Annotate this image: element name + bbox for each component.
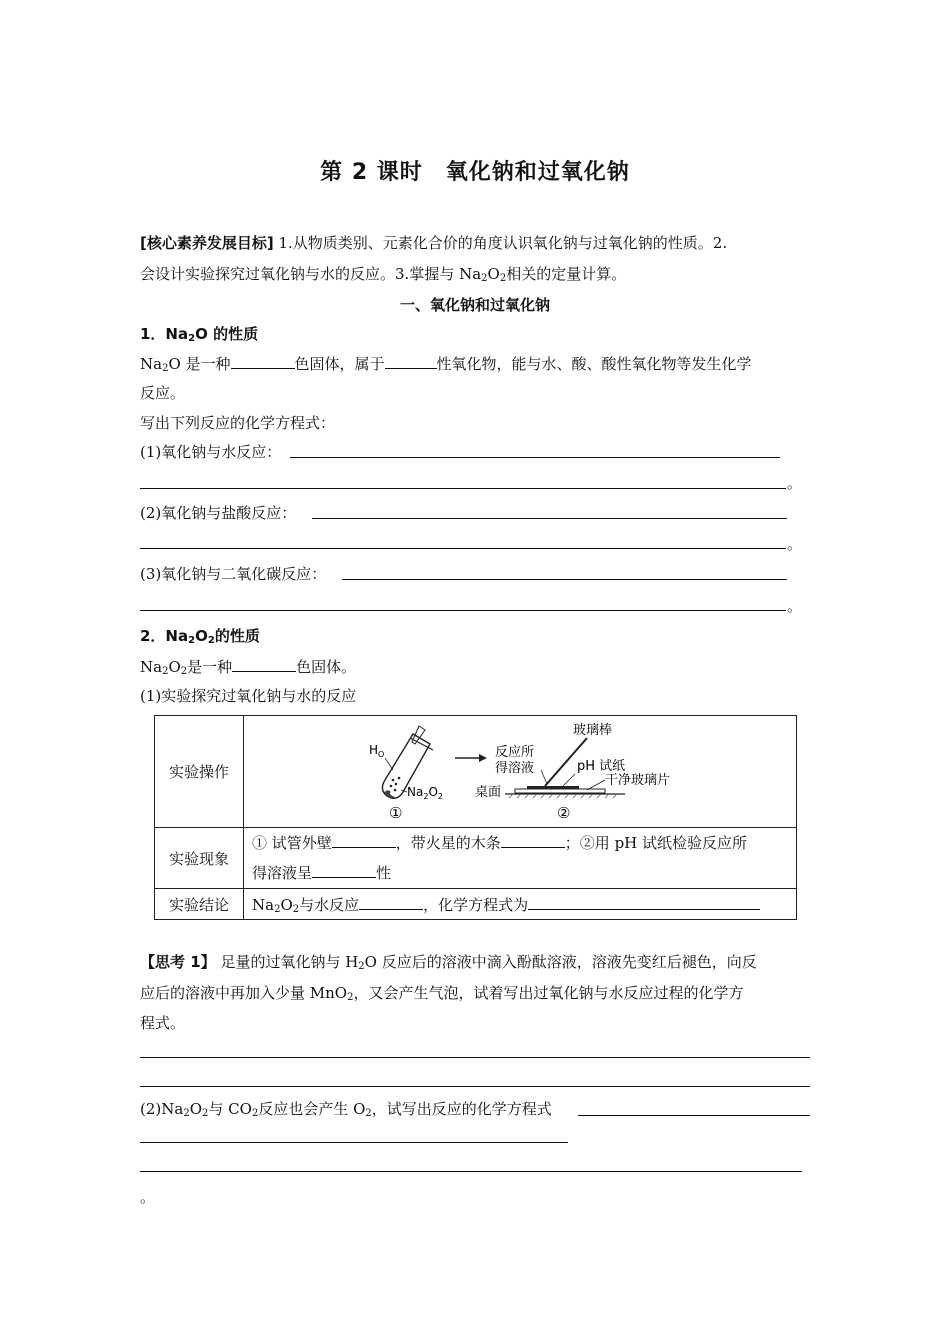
think-q2-a: (2)Na [140,1100,184,1118]
blank-splint[interactable] [501,831,565,848]
think-text-1b: O 反应后的溶液中滴入酚酞溶液，溶液先变红后褪色，向反 [364,953,757,971]
section-heading: 一、氧化钠和过氧化钠 [399,296,550,314]
phenomenon-text-5: 性 [376,864,392,882]
subheading-na2o2-c: 的性质 [214,627,260,645]
na2o2-paragraph: $Na_2O_2$是一种 色固体。 [140,655,356,683]
p3-a: Na [140,658,163,676]
think-q2-c: 与 CO [208,1100,252,1118]
phenomenon-cell [244,828,797,889]
answer-line-1a[interactable] [290,457,780,458]
think-line-3: 程式。 [140,1014,186,1032]
label-clean-glass: 干净玻璃片 [605,772,671,788]
think-answer-line-3c[interactable] [140,1171,802,1172]
experiment-diagram [355,720,685,824]
phenomenon-text-1: ① 试管外壁 [252,834,332,852]
goals-text-2a: 会设计实验探究过氧化钠与水的反应。3.掌握与 Na [140,265,482,283]
think-q2-d: 反应也会产生 O [258,1100,366,1118]
question-1 [140,441,281,463]
equation-instruction: 写出下列反应的化学方程式： [140,414,336,432]
goals-line-2: 会设计实验探究过氧化钠与水的反应。3.掌握与 $Na_2O_2$相关的定量计算。 [140,265,627,284]
question-3 [140,563,326,585]
experiment-table [154,715,797,920]
think-label: 【思考 1】 [140,953,216,971]
end-mark-2: 。 [787,535,803,553]
think-q2-b: O [189,1100,203,1118]
subheading-na2o2-b: O [195,627,208,645]
p1-c: 色固体，属于 [294,355,385,373]
goals-text-2b: O [487,265,500,283]
p3-d: 色固体。 [296,658,357,676]
p1-d: 性氧化物，能与水、酸、酸性氧化物等发生化学 [436,355,752,373]
label-solution-1: 反应所 [495,744,535,760]
conclusion-cell: $Na_2O_2$与水反应 ，化学方程式为 [244,889,797,920]
think-answer-line-3a[interactable] [578,1115,810,1116]
subheading-na2o-b: O 的性质 [195,325,259,343]
p1-end: 反应。 [140,384,186,402]
conclusion-a: Na [252,896,275,914]
think-answer-line-2[interactable] [140,1086,810,1087]
subheading-na2o: 1．$Na_2O$ 的性质 [140,325,259,344]
think-q2-e: ，试写出反应的化学方程式 [371,1100,552,1118]
arrow-right-icon [455,754,487,762]
blank-tube-wall[interactable] [332,831,396,848]
think-text-2b: ，又会产生气泡，试着写出过氧化钠与水反应过程的化学方 [353,984,744,1002]
answer-line-1b[interactable] [140,488,786,489]
subheading-na2o-a: 1．Na [140,325,189,343]
row-label-phenomenon: 实验现象 [155,828,244,889]
row-label-conclusion: 实验结论 [155,889,244,920]
row-label-operation: 实验操作 [155,716,244,828]
label-step-2: ② [557,803,571,822]
end-mark-1: 。 [787,474,803,492]
goals-text-2c: 相关的定量计算。 [506,265,627,283]
blank-reaction-type[interactable] [359,893,423,910]
subheading-na2o2: 2．$Na_2O_2$的性质 [140,627,260,646]
p3-c: 是一种 [187,658,233,676]
answer-line-2b[interactable] [140,548,786,549]
label-desk: 桌面 [475,784,502,800]
conclusion-b: O [280,896,293,914]
phenomenon-text-3: ；②用 pH 试纸检验反应所 [564,834,748,852]
answer-line-3a[interactable] [342,579,787,580]
label-step-1: ① [389,803,403,822]
question-3-label: (3)氧化钠与二氧化碳反应： [140,565,327,583]
blank-oxide-type[interactable] [385,352,437,369]
label-h2o: $H_O$ [369,742,385,759]
think-question-2: $(2)Na_2O_2$与 $CO_2$反应也会产生 $O_2$，试写出反应的化学方程式 [140,1100,552,1119]
think-answer-line-1[interactable] [140,1057,810,1058]
p1-b: O 是一种 [168,355,231,373]
blank-equation[interactable] [528,893,760,910]
blank-solution-property[interactable] [312,861,376,878]
end-mark-3: 。 [787,597,803,615]
answer-line-3b[interactable] [140,610,786,611]
page-title: 第 2 课时 氧化钠和过氧化钠 [320,160,630,185]
answer-line-2a[interactable] [312,518,787,519]
phenomenon-text-4: 得溶液呈 [252,864,313,882]
experiment-heading: (1)实验探究过氧化钠与水的反应 [140,687,357,705]
conclusion-d: ，化学方程式为 [423,896,529,914]
p1-a: Na [140,355,163,373]
think-text-1a: 足量的过氧化钠与 H [215,953,359,971]
label-na2o2: $Na_2O_2$ [407,784,443,801]
experiment-diagram-cell [244,716,797,828]
question-2 [140,502,296,524]
subheading-na2o2-a: 2．Na [140,627,189,645]
phenomenon-text-2: ，带火星的木条 [395,834,501,852]
think-end-mark: 。 [140,1188,156,1206]
goals-line-1 [140,232,727,254]
question-1-label: (1)氧化钠与水反应： [140,443,282,461]
p3-b: O [168,658,181,676]
goals-text-1: 1.从物质类别、元素化合价的角度认识氧化钠与过氧化钠的性质。2. [273,234,728,252]
glass-plate [515,789,605,793]
label-solution-2: 得溶液 [495,760,535,776]
goals-label: [核心素养发展目标] [140,234,274,252]
label-glass-rod: 玻璃棒 [573,722,613,738]
label-ph-paper: pH 试纸 [577,758,626,774]
think-line-2: 应后的溶液中再加入少量 MnO$_2$，又会产生气泡，试着写出过氧化钠与水反应过程的化学方 [140,984,744,1003]
na2o-paragraph: $Na_2O$ 是一种 色固体，属于 性氧化物，能与水、酸、酸性氧化物等发生化学 [140,352,752,380]
blank-color-na2o2[interactable] [232,655,296,672]
conclusion-c: 与水反应 [299,896,360,914]
blank-color-na2o[interactable] [231,352,295,369]
think-answer-line-3b[interactable] [140,1142,568,1143]
think-text-2a: 应后的溶液中再加入少量 MnO [140,984,348,1002]
question-2-label: (2)氧化钠与盐酸反应： [140,504,297,522]
think-line-1: 【思考 1】 足量的过氧化钠与 $H_2O$ 反应后的溶液中滴入酚酞溶液，溶液先变红后褪色，向反 [140,953,757,972]
